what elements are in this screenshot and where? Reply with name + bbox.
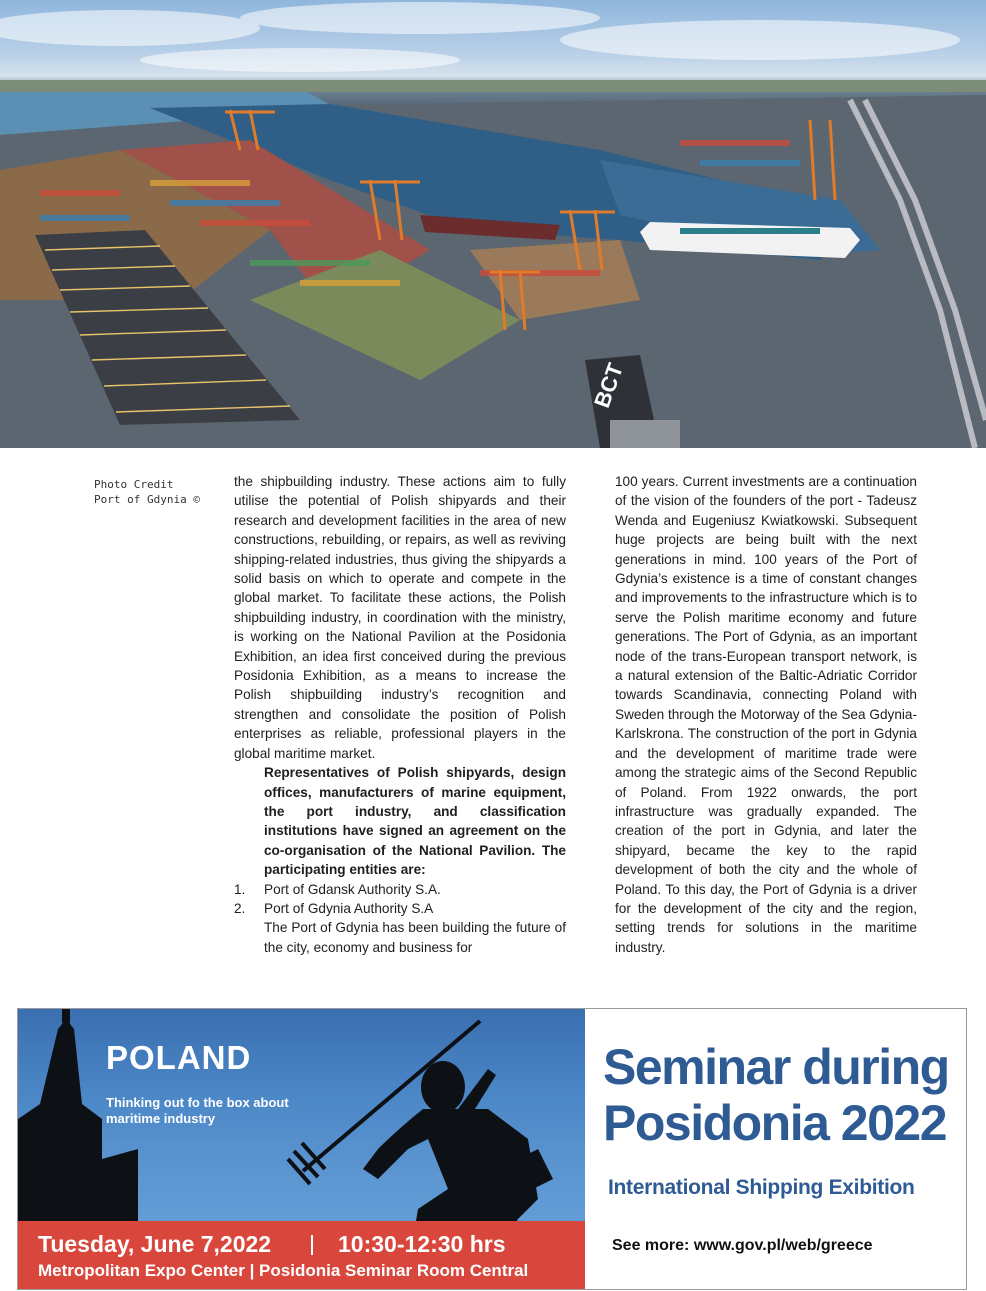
article-column-1 [234,472,566,957]
ad-title-line2: Posidonia 2022 [603,1095,947,1151]
ad-time: 10:30-12:30 hrs [338,1231,506,1257]
ad-subtitle: International Shipping Exibition [608,1176,915,1199]
list-item [234,880,566,899]
article-paragraph: The Port of Gdynia has been building the future of the city, economy and business for [264,920,566,955]
photo-credit-line2: Port of Gdynia © [94,493,200,506]
list-text: Port of Gdynia Authority S.A [264,900,434,916]
ad-title-line1: Seminar during [603,1039,949,1095]
article-paragraph: the shipbuilding industry. These actions aim to fully utilise the potential of Polish shipyards and their research and development facilities in the area of new constructions, rebuilding, or repairs, as well as reviving shipping-related industries, thus giving the shipyards a solid basis on which to operate and compete in the global market. To facilitate these actions, the Polish shipbuilding industry, in coordination with the ministry, is working on the National Pavilion at the Posidonia Exhibition, an idea first conceived during the previous Posidonia Exhibition, as a means to increase the Polish shipbuilding industry’s recognition and strengthen and consolidate the position of Polish enterprises as reliable, professional players in the global maritime market. [234,474,566,761]
ad-country: POLAND [106,1039,252,1076]
ad-date: Tuesday, June 7,2022 [38,1231,272,1257]
ad-see-more-link[interactable]: See more: www.gov.pl/web/greece [612,1237,873,1254]
sky-clouds [0,2,960,72]
list-item [234,899,566,918]
ad-tagline: Thinking out fo the box about maritime industry [106,1095,289,1126]
port-aerial-photo [0,0,986,448]
ad-venue: Metropolitan Expo Center | Posidonia Seminar Room Central [38,1261,529,1280]
article-paragraph: 100 years. Current investments are a continuation of the vision of the founders of the port - Tadeusz Wenda and Eugeniusz Kwiatkowski. Subsequent huge projects are being built with the next generations in mind. 100 years of the Port of Gdynia’s existence is a time of constant changes and improvements to the infrastructure which is to serve the Polish maritime economy and future generations. The Port of Gdynia, as an important node of the trans-European transport network, is a natural extension of the Baltic-Adriatic Corridor towards Scandinavia, connecting Poland with Sweden through the Motorway of the Sea Gdynia-Karlskrona. The construction of the port in Gdynia and the development of maritime trade were among the strategic aims of the Second Republic of Poland. From 1922 onwards, the port infrastructure was gradually expanded. The creation of the port in Gdynia, and later the shipyard, became the key to the rapid development of both the city and the whole of Poland. To this day, the Port of Gdynia is a driver for the development of the city and the region, setting trends for solutions in the maritime industry. [615,474,917,955]
list-number: 2. [234,900,246,916]
list-text: Port of Gdansk Authority S.A. [264,881,441,897]
ad-photo-panel [18,1009,585,1289]
photo-credit-line1: Photo Credit [94,478,174,491]
svg-text:BCT: BCT [589,359,629,411]
article-bold-paragraph: Representatives of Polish shipyards, design offices, manufacturers of marine equipment, the port industry, and classification institutions have signed an agreement on the co-organisation of the National Pavilion. The participating entities are: [264,765,566,878]
article-column-2 [615,472,917,957]
photo-credit [94,477,214,507]
seminar-advertisement[interactable] [17,1008,967,1290]
ad-title [603,1039,949,1151]
list-number: 1. [234,881,246,897]
ad-separator [311,1235,313,1255]
port-illustration [0,0,986,448]
